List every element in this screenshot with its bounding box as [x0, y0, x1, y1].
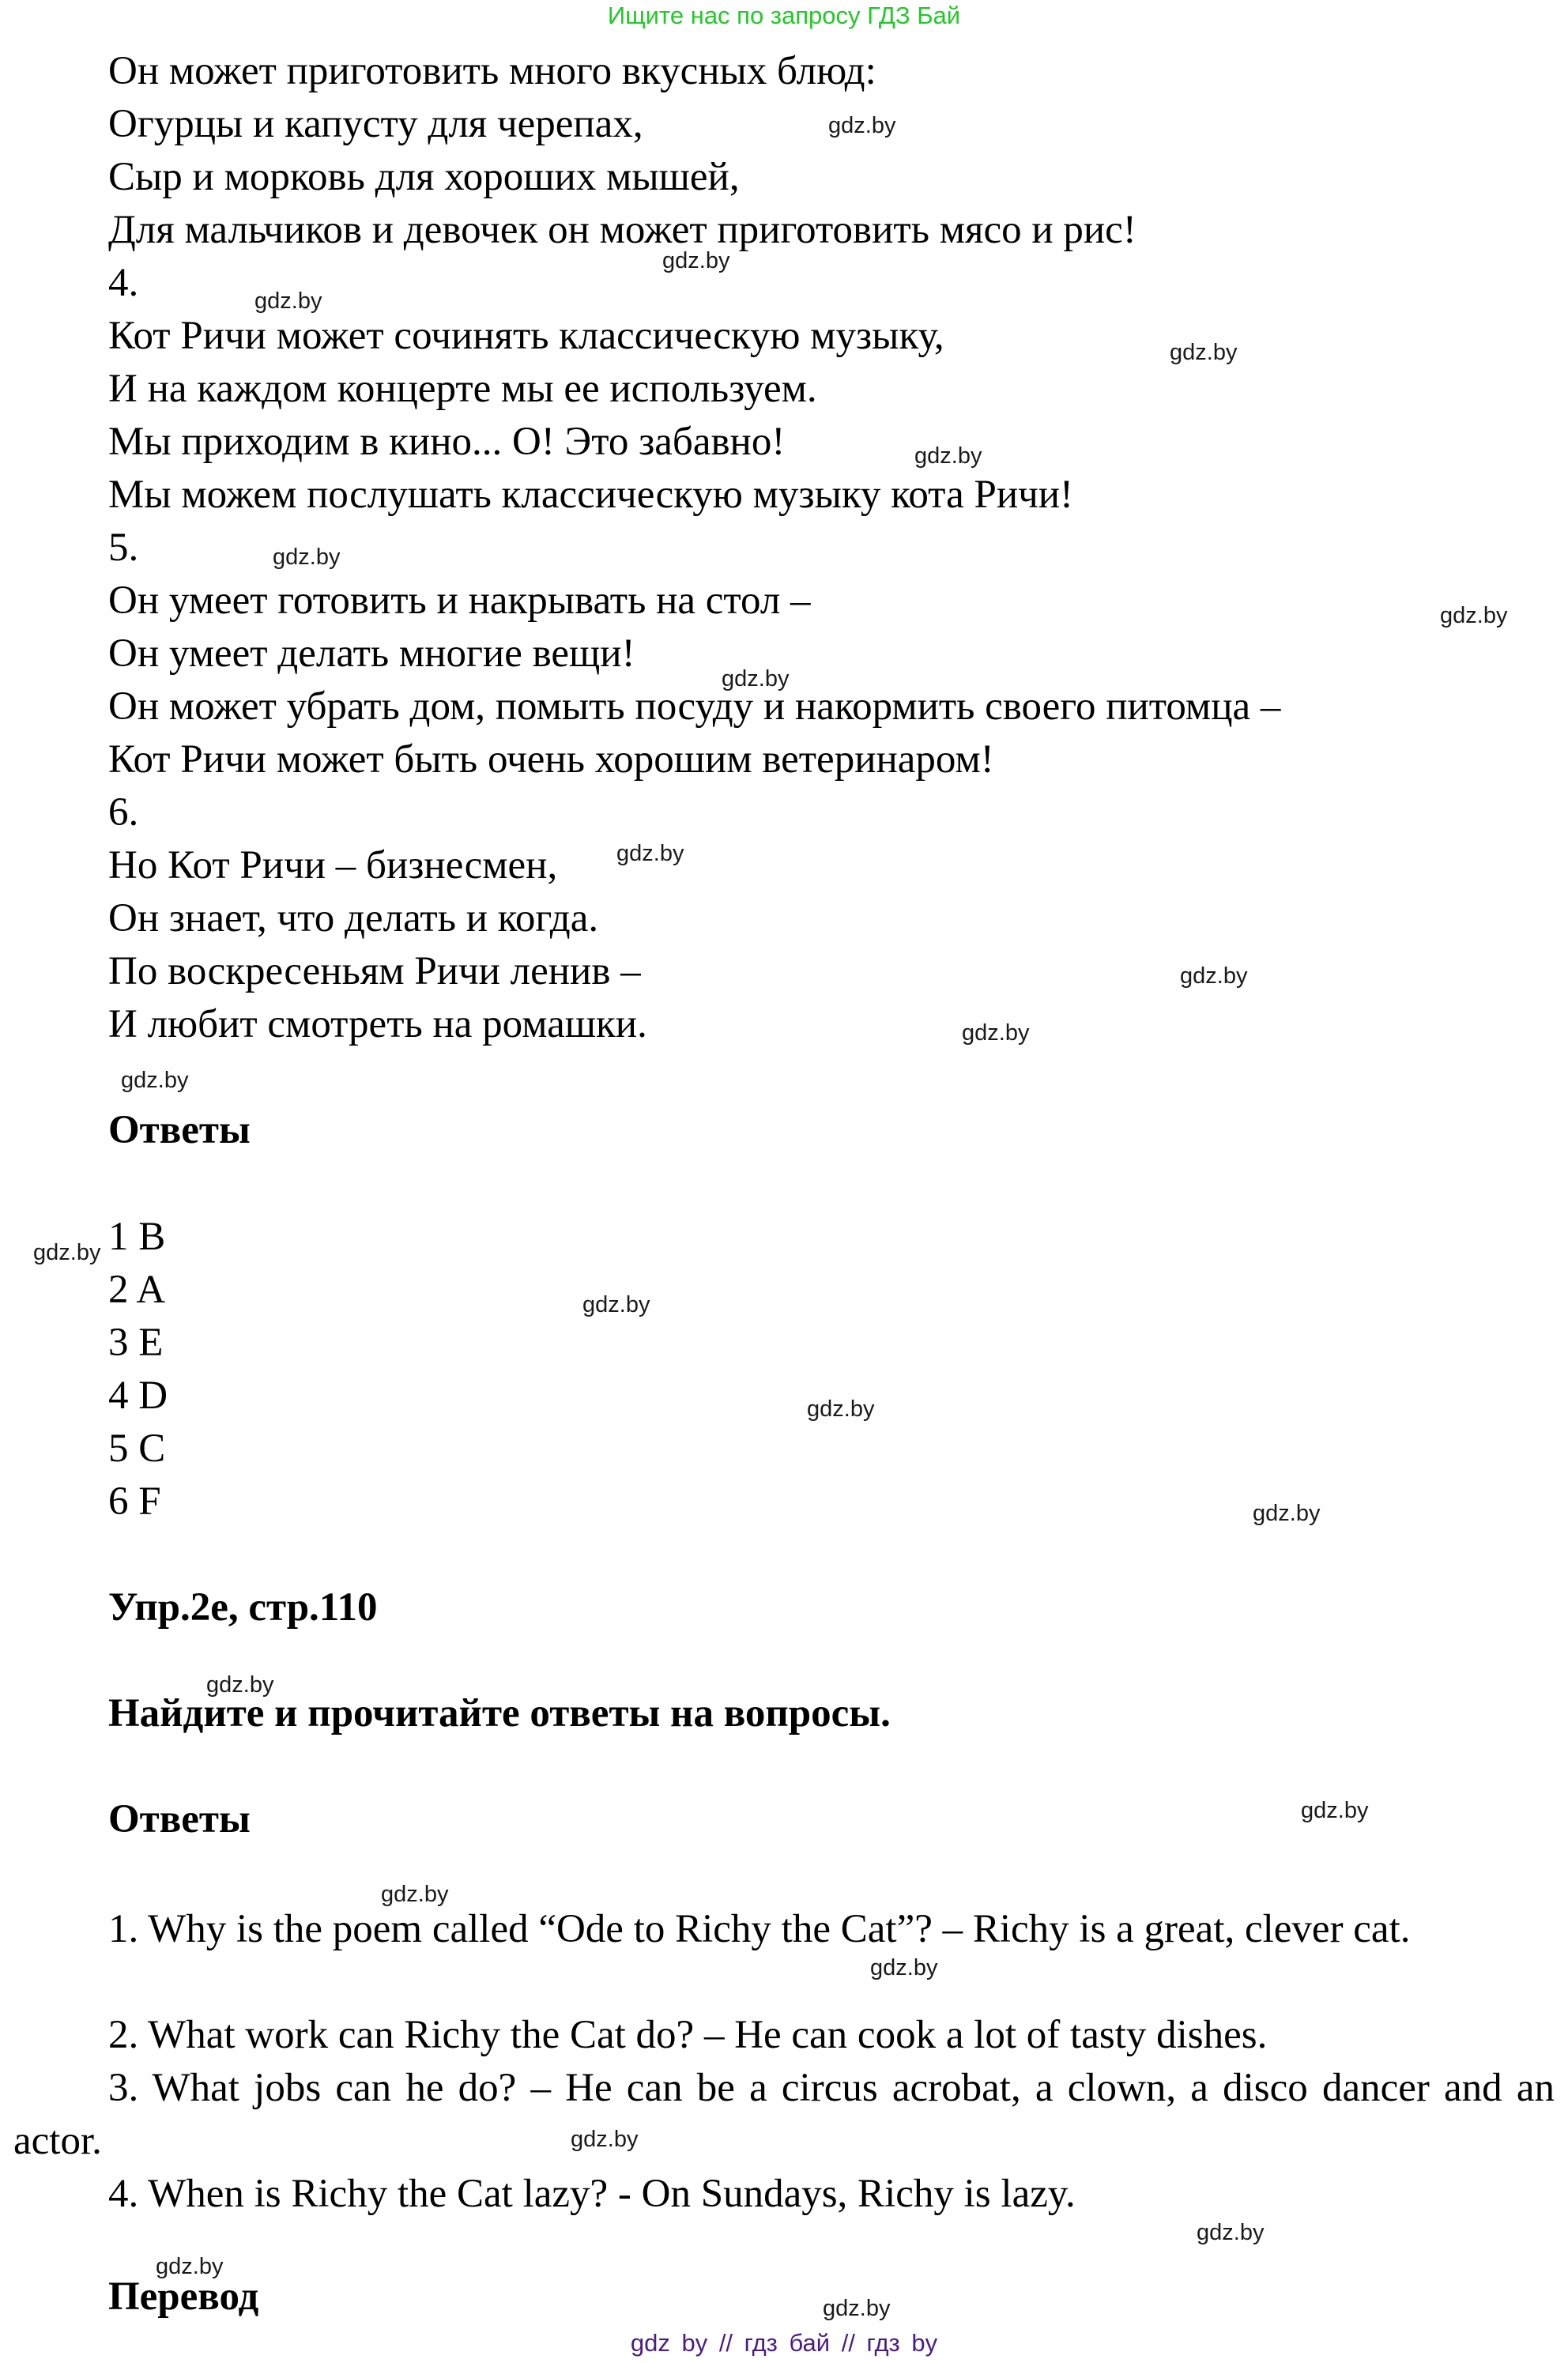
poem-line: Он может приготовить много вкусных блюд:	[108, 49, 876, 93]
translation-heading: Перевод	[108, 2274, 259, 2319]
stanza-number: 5.	[108, 526, 139, 570]
watermark: gdz.by	[1301, 1798, 1369, 1823]
exercise-instruction: Найдите и прочитайте ответы на вопросы.	[108, 1691, 891, 1736]
answer-item: 4 D	[108, 1374, 168, 1418]
exercise-answer: 1. Why is the poem called “Ode to Richy the Cat”? – Richy is a great, clever cat.	[108, 1907, 1411, 1951]
exercise-answer: 4. When is Richy the Cat lazy? - On Sundays, Richy is lazy.	[108, 2172, 1076, 2216]
answer-item: 6 F	[108, 1479, 161, 1524]
poem-line: Он умеет делать многие вещи!	[108, 631, 635, 676]
top-search-banner[interactable]: Ищите нас по запросу ГДЗ Бай	[607, 2, 961, 29]
poem-line: И на каждом концерте мы ее используем.	[108, 367, 817, 411]
watermark: gdz.by	[156, 2254, 224, 2279]
watermark: gdz.by	[807, 1396, 875, 1422]
poem-line: Кот Ричи может сочинять классическую музыку,	[108, 314, 944, 358]
answer-item: 1 B	[108, 1215, 166, 1259]
watermark: gdz.by	[662, 248, 730, 273]
poem-line: Сыр и морковь для хороших мышей,	[108, 155, 740, 199]
bottom-site-banner[interactable]: gdz by // гдз бай // гдз by	[630, 2329, 938, 2357]
exercise-answer: 3. What jobs can he do? – He can be a circus acrobat, a clown, a disco dancer and an actor.	[13, 2066, 1555, 2163]
watermark: gdz.by	[828, 113, 896, 138]
watermark: gdz.by	[1440, 603, 1508, 628]
watermark: gdz.by	[381, 1882, 449, 1907]
watermark: gdz.by	[823, 2296, 891, 2321]
watermark: gdz.by	[616, 841, 684, 866]
watermark: gdz.by	[582, 1292, 650, 1317]
watermark: gdz.by	[33, 1240, 101, 1265]
exercise-title: Упр.2е, стр.110	[108, 1585, 378, 1630]
answer-item: 2 A	[108, 1268, 166, 1312]
poem-line: Он умеет готовить и накрывать на стол –	[108, 579, 811, 623]
poem-line: И любит смотреть на ромашки.	[108, 1002, 647, 1046]
watermark: gdz.by	[571, 2127, 639, 2152]
poem-line: Он может убрать дом, помыть посуду и накормить своего питомца –	[108, 684, 1281, 729]
answer-item: 3 E	[108, 1321, 164, 1365]
poem-line: Мы приходим в кино... О! Это забавно!	[108, 420, 786, 464]
poem-line: Но Кот Ричи – бизнесмен,	[108, 843, 558, 888]
watermark: gdz.by	[962, 1020, 1030, 1046]
watermark: gdz.by	[1180, 963, 1248, 989]
poem-line: По воскресеньям Ричи ленив –	[108, 949, 641, 993]
poem-line: Для мальчиков и девочек он может приготовить мясо и рис!	[108, 208, 1136, 252]
watermark: gdz.by	[722, 666, 790, 692]
watermark: gdz.by	[1197, 2220, 1265, 2245]
watermark: gdz.by	[1170, 340, 1238, 365]
poem-line: Мы можем послушать классическую музыку кота Ричи!	[108, 473, 1074, 517]
poem-line: Огурцы и капусту для черепах,	[108, 102, 643, 146]
answers-heading: Ответы	[108, 1108, 251, 1152]
watermark: gdz.by	[870, 1955, 938, 1980]
stanza-number: 6.	[108, 790, 139, 835]
poem-line: Кот Ричи может быть очень хорошим ветеринаром!	[108, 737, 994, 782]
watermark: gdz.by	[1253, 1501, 1321, 1526]
watermark: gdz.by	[121, 1068, 189, 1093]
answer-item: 5 C	[108, 1426, 166, 1471]
watermark: gdz.by	[273, 545, 341, 570]
poem-line: Он знает, что делать и когда.	[108, 896, 599, 940]
watermark: gdz.by	[254, 288, 322, 314]
watermark: gdz.by	[914, 443, 982, 469]
exercise-answer: 2. What work can Richy the Cat do? – He can cook a lot of tasty dishes.	[108, 2013, 1268, 2057]
watermark: gdz.by	[206, 1672, 274, 1698]
stanza-number: 4.	[108, 261, 139, 305]
answers-heading: Ответы	[108, 1797, 251, 1841]
